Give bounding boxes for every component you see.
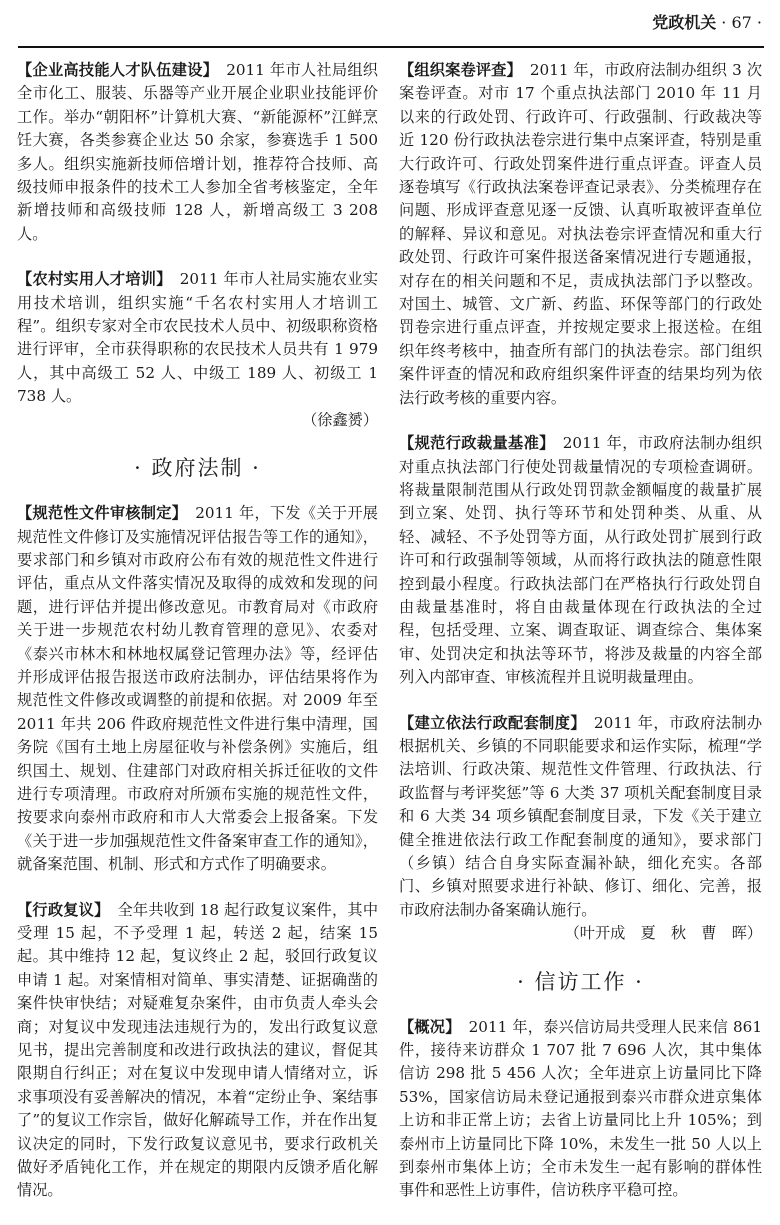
author-credit: （叶开成 夏 秋 曹 晖）	[564, 924, 762, 943]
paragraph-rural-talent-training	[17, 268, 378, 432]
paragraph-heading: 【概况】	[399, 1017, 461, 1036]
page-number: · 67 ·	[721, 13, 762, 32]
paragraph-petition-overview	[399, 1016, 762, 1203]
author-credit: （徐鑫赟）	[302, 410, 378, 429]
paragraph-heading: 【组织案卷评查】	[399, 61, 522, 79]
paragraph-text: 2011 年，市政府法制办根据机关、乡镇的不同职能要求和运作实际，梳理“学法培训、行政决策、规范性文件管理、行政执法、行政监督与考评奖惩”等 6 大类 37 项机关配套制度目录和 6 大类 34 项乡镇配套制度目录，下发《关于建立健全推进依法行政工作配套制度的通知》，要求部门（乡镇）结合自身实际查漏补缺，细化充实。各部门、乡镇对照要求进行补缺、修订、细化、完善，报市政府法制办备案确认施行。	[399, 713, 763, 919]
paragraph-high-skill-talent	[17, 59, 378, 246]
section-name: 党政机关	[652, 13, 717, 32]
right-column	[399, 59, 762, 1225]
paragraph-text: 2011 年，市政府法制办组织对重点执法部门行使处罚裁量情况的专项检查调研。将裁量限制范围从行政处罚罚款金额幅度的裁量扩展到立案、处罚、执行等环节和处罚种类、从重、从轻、减轻、不予处罚等方面，从行政处罚扩展到行政许可和行政强制等领域，从而将行政执法的随意性限控到最小程度。行政执法部门在严格执行行政处罚自由裁量基准时，将自由裁量体现在行政执法的全过程，包括受理、立案、调查取证、调查综合、集体案审、处罚决定和执法等环节，将涉及裁量的内容全部列入内部审查、审核流程并且说明裁量理由。	[399, 434, 763, 687]
paragraph-heading: 【行政复议】	[17, 900, 110, 919]
paragraph-heading: 【规范行政裁量基准】	[399, 434, 555, 453]
paragraph-text: 2011 年，泰兴信访局共受理人民来信 861 件，接待来访群众 1 707 批 7 696 人次，其中集体信访 298 批 5 456 人次；全年进京上访量同比下降 53%，国家信访局未登记通报到泰兴市群众进京集体上访和非正常上访；去省上访量同比上升 105%；到泰州市上访量同比下降 10%，未发生一批 50 人以上到泰州市集体上访；全市未发生一起有影响的群体性事件和恶性上访事件，信访秩序平稳可控。	[399, 1017, 763, 1200]
paragraph-heading: 【规范性文件审核制定】	[17, 504, 188, 523]
paragraph-text: 2011 年，下发《关于开展规范性文件修订及实施情况评估报告等工作的通知》，要求部门和乡镇对市政府公布有效的规范性文件进行评估，重点从文件落实情况及取得的成效和发现的问题，进行评估并提出修改意见。市教育局对《市政府关于进一步规范农村幼儿教育管理的意见》、农委对《泰兴市林木和林地权属登记管理办法》等，经评估并形成评估报告报送市政府法制办，评估结果将作为规范性文件修改或调整的前提和依据。对 2009 年至 2011 年共 206 件政府规范性文件进行集中清理，国务院《国有土地上房屋征收与补偿条例》实施后，组织国土、规划、住建部门对政府相关拆迁征收的文件进行专项清理。市政府对所颁布实施的规范性文件，按要求向泰州市政府和市人大常委会上报备案。下发《关于进一步加强规范性文件备案审查工作的通知》，就备案范围、机制、形式和方式作了明确要求。	[17, 504, 378, 874]
paragraph-text: 2011 年市人社局组织全市化工、服装、乐器等产业开展企业职业技能评价工作。举办“朝阳杯”计算机大赛、“新能源杯”江鲜烹饪大赛，各类参赛企业达 50 余家，参赛选手 1 500 多人。组织实施新技师倍增计划，推荐符合技师、高级技师申报条件的技术工人参加全省考核鉴定，全年新增技师和高级技师 128 人，新增高级工 3 208 人。	[17, 61, 378, 243]
paragraph-heading: 【企业高技能人才队伍建设】	[17, 61, 219, 79]
paragraph-supporting-systems	[399, 712, 762, 946]
paragraph-normative-documents	[17, 502, 378, 877]
section-title-government-legal: · 政府法制 ·	[134, 456, 261, 481]
paragraph-administrative-review	[17, 899, 378, 1203]
paragraph-case-file-review	[399, 59, 762, 410]
paragraph-discretion-standards	[399, 432, 762, 689]
paragraph-heading: 【建立依法行政配套制度】	[399, 713, 586, 732]
paragraph-heading: 【农村实用人才培训】	[17, 270, 172, 289]
paragraph-text: 2011 年市人社局实施农业实用技术培训，组织实施“千名农村实用人才培训工程”。组织专家对全市农民技术人员中、初级职称资格进行评审，全市获得职称的农民技术人员共有 1 979 人，其中高级工 52 人、中级工 189 人、初级工 1 738 人。	[17, 270, 379, 406]
section-title-petition-work: · 信访工作 ·	[517, 969, 644, 994]
paragraph-text: 2011 年，市政府法制办组织 3 次案卷评查。对市 17 个重点执法部门 2010 年 11 月以来的行政处罚、行政许可、行政强制、行政裁决等近 120 份行政执法卷宗进行集中点案评查，特别是重大行政许可、行政处罚案件进行重点评查。评查人员逐卷填写《行政执法案卷评查记录表》、分类梳理存在问题、形成评查意见逐一反馈、认真听取被评查单位的解释、异议和意见。对执法卷宗评查情况和重大行政处罚、行政许可案件报送备案情况进行专题通报，对存在的相关问题和不足，责成执法部门予以整改。对国土、城管、文广新、药监、环保等部门的行政处罚卷宗进行重点评查，并按规定要求上报送检。在组织年终考核中，抽查所有部门的执法卷宗。部门组织案件评查的情况和政府组织案件评查的结果均列为依法行政考核的重要内容。	[399, 61, 763, 407]
paragraph-text: 全年共收到 18 起行政复议案件，其中受理 15 起，不予受理 1 起，转送 2 起，结案 15 起。其中维持 12 起，复议终止 2 起，驳回行政复议申请 1 起。对案情相对简单、事实清楚、证据确凿的案件快审快结；对疑难复杂案件，由市负责人牵头会商；对复议中发现违法违规行为的，发出行政复议意见书，提出完善制度和改进行政执法的建议，督促其限期自行纠正；对在复议中发现申请人情绪对立，诉求事项没有妥善解决的情况，本着“定纷止争、案结事了”的复议工作宗旨，做好化解疏导工作，并在作出复议决定的同时，下发行政复议意见书，要求行政机关做好矛盾钝化工作，并在规定的期限内反馈矛盾化解情况。	[17, 900, 379, 1200]
left-column	[17, 59, 378, 1225]
